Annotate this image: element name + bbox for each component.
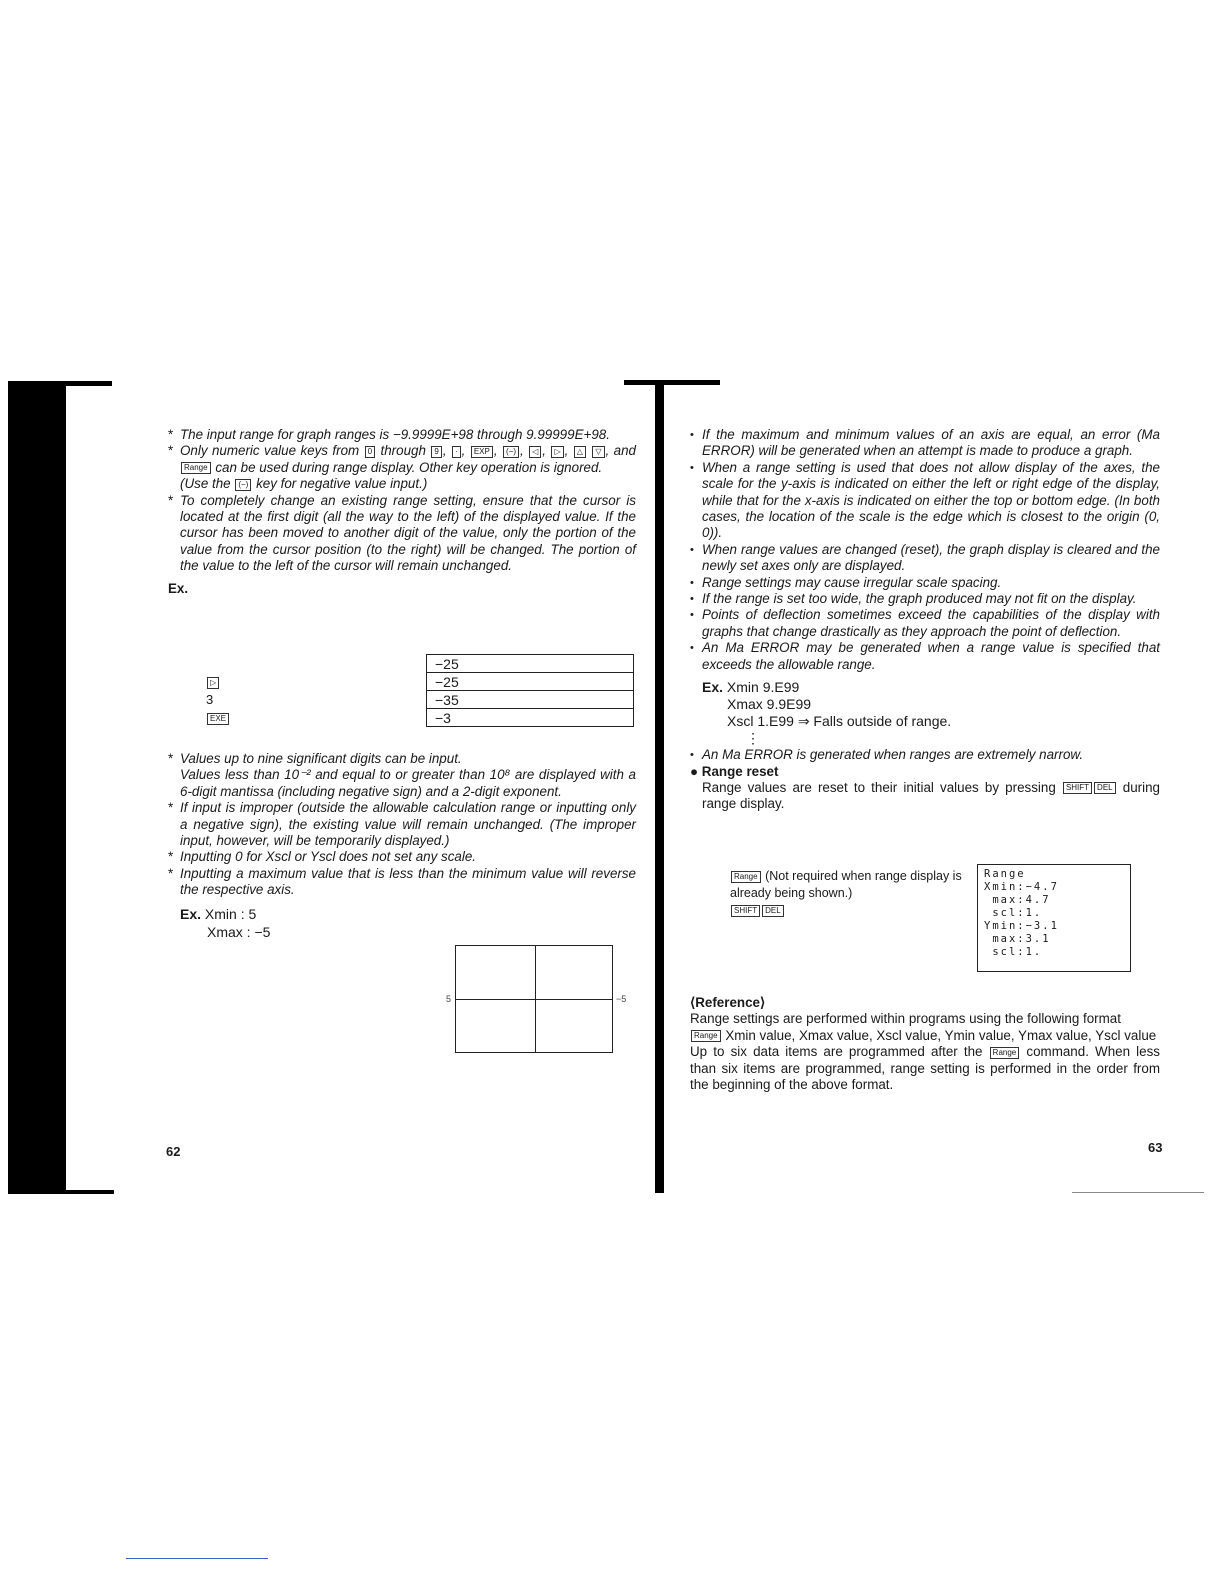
key-range: Range: [731, 871, 761, 883]
lcd-line: Xmin:−4.7: [984, 881, 1059, 893]
bullet-irregular: • Range settings may cause irregular scale spacing.: [690, 575, 1160, 591]
key-right: ▷: [551, 446, 563, 458]
example-keys: [206, 673, 230, 727]
divider: [126, 1558, 268, 1559]
reference-format: [690, 1028, 1160, 1044]
bullet-axes-scale: • When a range setting is used that does not allow display of the axes, the scale for the y-axis is indicated on either the left or right edge of the display, while that for the x-axis is indicated on either the top or bottom edge. (In both cases, the location of the scale is the edge which is closest to the origin (0, 0)).: [690, 460, 1160, 542]
bullet-equal-values: • If the maximum and minimum values of an axis are equal, an error (Ma ERROR) will be generated when an attempt is made to produce a graph.: [690, 427, 1160, 460]
text: , and: [605, 443, 637, 459]
example-line: Xscl 1.E99 ⇒ Falls outside of range.: [727, 713, 952, 730]
reset-keys: [730, 868, 976, 919]
bullet-zero-scale: * Inputting 0 for Xscl or Yscl does not set any scale.: [168, 849, 636, 865]
key-range: Range: [990, 1047, 1020, 1059]
text: command. When less than six items are programmed, range setting is performed in the order from the beginning of the above format.: [690, 1044, 1160, 1093]
graph-display: [455, 945, 613, 1053]
y-axis: [535, 946, 536, 1052]
text: can be used during range display. Other key operation is ignored.: [215, 459, 603, 475]
text: Xmin value, Xmax value, Xscl value, Ymin value, Ymax value, Yscl value: [725, 1027, 1157, 1043]
key-exp: EXP: [471, 446, 493, 458]
reference-section: [690, 995, 1160, 1093]
example-xmax: Xmax : −5: [207, 923, 271, 940]
page-number: 62: [166, 1144, 181, 1159]
example-2: [168, 905, 636, 941]
reference-heading: ⟨Reference⟩: [690, 995, 766, 1010]
key-neg: (−): [503, 446, 519, 458]
bullet-cursor: * To completely change an existing range setting, ensure that the cursor is located at the first digit (all the way to the left) of the displayed value. If the cursor has been moved to another digit of the value, only the portion of the value from the cursor position (to the right) will be changed. The portion of the value to the left of the cursor will remain unchanged.: [168, 493, 636, 575]
display-row: −25: [427, 655, 634, 673]
example-label: Ex.: [180, 905, 202, 922]
binding-edge: [60, 1190, 114, 1194]
bullet-reset-cleared: • When range values are changed (reset), the graph display is cleared and the newly set axes only are displayed.: [690, 542, 1160, 575]
key-del: DEL: [1094, 782, 1116, 794]
key-left: ◁: [529, 446, 541, 458]
axis-label-right: −5: [616, 994, 627, 1004]
display-row: −25: [427, 673, 634, 691]
reference-text: [690, 1044, 1160, 1093]
bullet-too-wide: • If the range is set too wide, the graph produced may not fit on the display.: [690, 591, 1160, 607]
key-3: 3: [206, 692, 214, 707]
lcd-line: Ymin:−3.1: [984, 920, 1059, 932]
example-3: [690, 679, 1160, 747]
bullet-allowed-keys: * Only numeric value keys from 0 through 9 , · , EXP , (−) , ◁ , ▷ , △ ▽ , and Range can be used during range display. Other key operation is ignored.: [168, 443, 636, 476]
text: Range values are reset to their initial values by pressing: [702, 779, 1056, 795]
key-range: Range: [691, 1030, 721, 1042]
lcd-line: Range: [984, 868, 1026, 880]
binding-edge: [60, 381, 112, 386]
example-display-table: [426, 654, 634, 727]
binding-edge: [624, 380, 720, 385]
lcd-line: scl:1.: [984, 907, 1043, 919]
range-display: [977, 864, 1131, 972]
section-heading: ● Range reset: [690, 763, 779, 779]
lcd-line: scl:1.: [984, 946, 1043, 958]
binding-shadow-left: [8, 381, 66, 1194]
key-exe: EXE: [207, 713, 229, 725]
bullet-improper-input: * If input is improper (outside the allowable calculation range or inputting only a negative sign), the existing value will remain unchanged. (The improper input, however, will be temporarily displayed.): [168, 800, 636, 849]
key-shift: SHIFT: [1063, 782, 1092, 794]
text: (Use the: [180, 476, 231, 492]
reference-text: Range settings are performed within programs using the following format: [690, 1011, 1121, 1027]
example-line: Xmin 9.E99: [726, 679, 800, 696]
left-page: [168, 427, 636, 597]
example-xmin: Xmin : 5: [204, 905, 257, 922]
page-number: 63: [1148, 1140, 1163, 1155]
binding-gutter: [655, 385, 664, 1193]
bullet-input-range: * The input range for graph ranges is −9.9999E+98 through 9.99999E+98.: [168, 427, 636, 443]
text: during range display.: [702, 779, 1160, 812]
key-9: 9: [431, 446, 441, 458]
lcd-line: max:4.7: [984, 894, 1051, 906]
example-dots: ⋮: [746, 730, 760, 747]
text: Only numeric value keys from: [180, 443, 360, 459]
key-up: △: [574, 446, 586, 458]
note-mantissa: Values less than 10⁻² and equal to or greater than 10⁸ are displayed with a 6-digit mantissa (including negative sign) and a 2-digit exponent.: [180, 767, 636, 799]
x-axis: [456, 999, 612, 1000]
display-row: −35: [427, 691, 634, 709]
bullet-ma-error: • An Ma ERROR may be generated when a range value is specified that exceeds the allowable range.: [690, 640, 1160, 673]
key-dot: ·: [452, 446, 461, 458]
divider: [1072, 1192, 1204, 1193]
bullet-narrow: • An Ma ERROR is generated when ranges are extremely narrow.: [690, 747, 1160, 763]
bullet-reverse-axis: * Inputting a maximum value that is less than the minimum value will reverse the respective axis.: [168, 866, 636, 899]
key-del: DEL: [762, 905, 784, 917]
axis-label-left: 5: [446, 994, 452, 1004]
key-down: ▽: [592, 446, 604, 458]
left-page-lower: [168, 751, 636, 941]
bullet-significant-digits: * Values up to nine significant digits can be input.: [168, 751, 636, 767]
key-0: 0: [365, 446, 375, 458]
right-page: [690, 427, 1160, 813]
text: Up to six data items are programmed after the: [690, 1044, 983, 1060]
reset-description: [690, 780, 1160, 813]
text: key for negative value input.): [256, 476, 428, 492]
key-neg: (−): [235, 479, 251, 491]
example-line: Xmax 9.9E99: [727, 696, 812, 713]
key-shift: SHIFT: [731, 905, 760, 917]
note: (Not required when range display is already being shown.): [730, 869, 962, 900]
lcd-line: max:3.1: [984, 933, 1051, 945]
text: through: [380, 443, 426, 459]
key-range: Range: [181, 462, 211, 474]
note-negative: [168, 476, 636, 492]
key-right: ▷: [207, 677, 219, 689]
example-label: Ex.: [702, 679, 724, 696]
bullet-deflection: • Points of deflection sometimes exceed the capabilities of the display with graphs that change drastically as they approach the point of deflection.: [690, 607, 1160, 640]
example-label: Ex.: [168, 580, 189, 596]
display-row: −3: [427, 709, 634, 727]
